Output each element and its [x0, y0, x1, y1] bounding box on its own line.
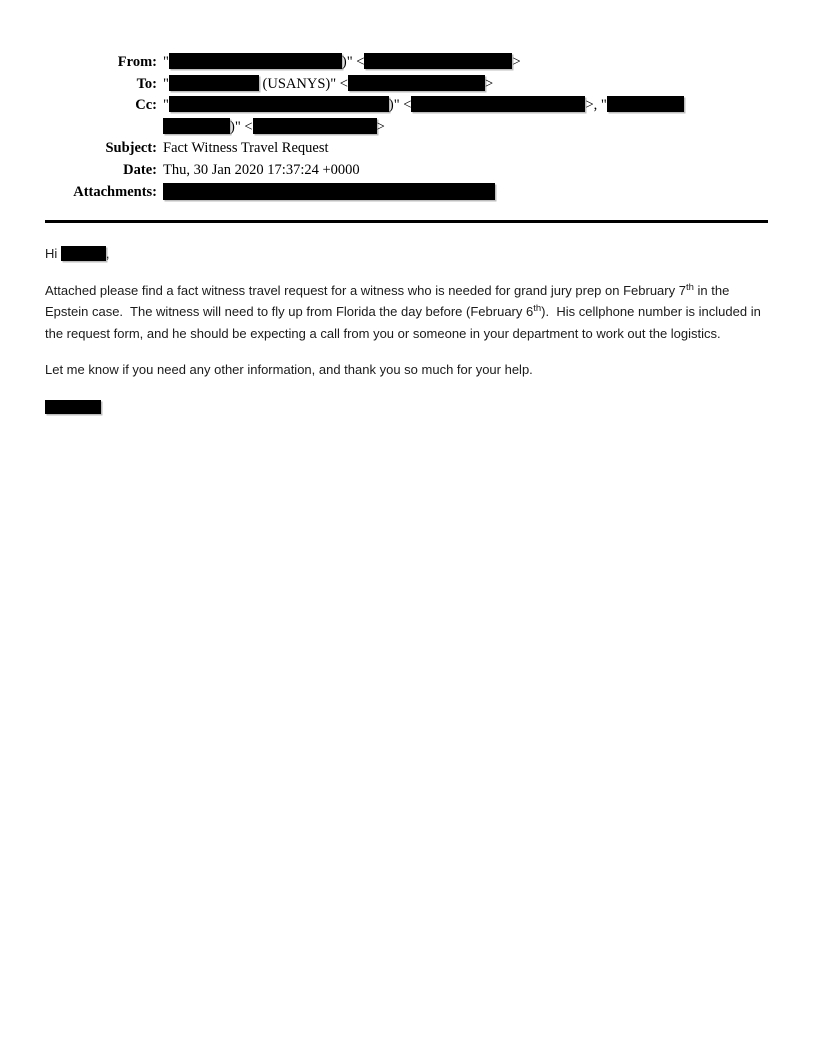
redaction-bar-cc-name-1: [169, 96, 389, 112]
redaction-bar-greeting-name: [61, 246, 106, 261]
redaction-bar-attachments: [163, 183, 495, 200]
redaction-bar-from-name: [169, 53, 342, 69]
paragraph-thanks: Let me know if you need any other information, and thank you so much for your help.: [45, 362, 533, 378]
header-row-cc: [40, 95, 816, 138]
paragraph-request-text-2: in the Epstein case. The witness will need to fly up from Florida the day before (February 6: [45, 282, 733, 320]
cc-mid-text-1: )" <: [388, 97, 412, 114]
paragraph-request: [45, 280, 772, 345]
redaction-bar-cc-email-2: [253, 118, 377, 134]
ordinal-superscript-6th: th: [533, 303, 542, 315]
cc-close-bracket: >: [376, 118, 385, 135]
attachments-label: Attachments:: [73, 183, 157, 200]
to-value: [163, 74, 493, 96]
from-open-quote: ": [163, 54, 169, 70]
cc-open-quote: ": [163, 97, 169, 114]
attachments-value: [163, 182, 495, 204]
header-row-subject: [40, 138, 816, 160]
header-row-attachments: [40, 182, 816, 204]
to-mid-text: (USANYS)" <: [258, 75, 348, 92]
redaction-bar-cc-name-2b: [163, 118, 230, 134]
date-label: Date:: [123, 161, 157, 178]
date-value: Thu, 30 Jan 2020 17:37:24 +0000: [163, 161, 360, 178]
signature-line: [45, 396, 772, 418]
to-open-quote: ": [163, 75, 169, 92]
cc-label: Cc:: [135, 97, 157, 114]
redaction-bar-from-email: [364, 53, 512, 69]
cc-value: [163, 95, 684, 138]
email-body: [45, 243, 772, 417]
paragraph-request-text-3: ). His cellphone number is included in the request form, and he should be expecting a call from you or someone in your department to work out the logistics.: [45, 304, 765, 341]
greeting-prefix: Hi: [45, 246, 61, 262]
header-divider: [45, 220, 768, 223]
to-label: To:: [136, 75, 157, 92]
cc-separator: >, ": [585, 97, 607, 114]
subject-value: Fact Witness Travel Request: [163, 140, 329, 157]
cc-line-2: [163, 117, 684, 139]
from-close-bracket: >: [512, 54, 521, 70]
ordinal-superscript-7th: th: [685, 281, 694, 293]
from-value: [163, 52, 521, 74]
cc-line-1: [163, 95, 684, 117]
redaction-bar-to-name: [169, 75, 259, 91]
greeting-line: [45, 243, 772, 265]
redaction-bar-to-email: [348, 75, 485, 91]
header-row-from: [40, 52, 816, 74]
email-header: [0, 0, 816, 203]
redaction-bar-cc-name-2a: [607, 96, 684, 112]
header-row-to: [40, 74, 816, 96]
subject-label: Subject:: [105, 140, 157, 157]
to-close-bracket: >: [484, 75, 494, 92]
redaction-bar-signature: [45, 400, 101, 414]
from-mid-text: )" <: [341, 54, 365, 70]
redaction-bar-cc-email-1: [411, 96, 585, 112]
cc-mid-text-2: )" <: [230, 118, 253, 135]
paragraph-request-text-1: Attached please find a fact witness travel request for a witness who is needed for grand jury prep on February 7: [45, 282, 686, 298]
from-label: From:: [117, 54, 157, 70]
greeting-suffix: ,: [105, 246, 110, 262]
header-row-date: [40, 160, 816, 182]
